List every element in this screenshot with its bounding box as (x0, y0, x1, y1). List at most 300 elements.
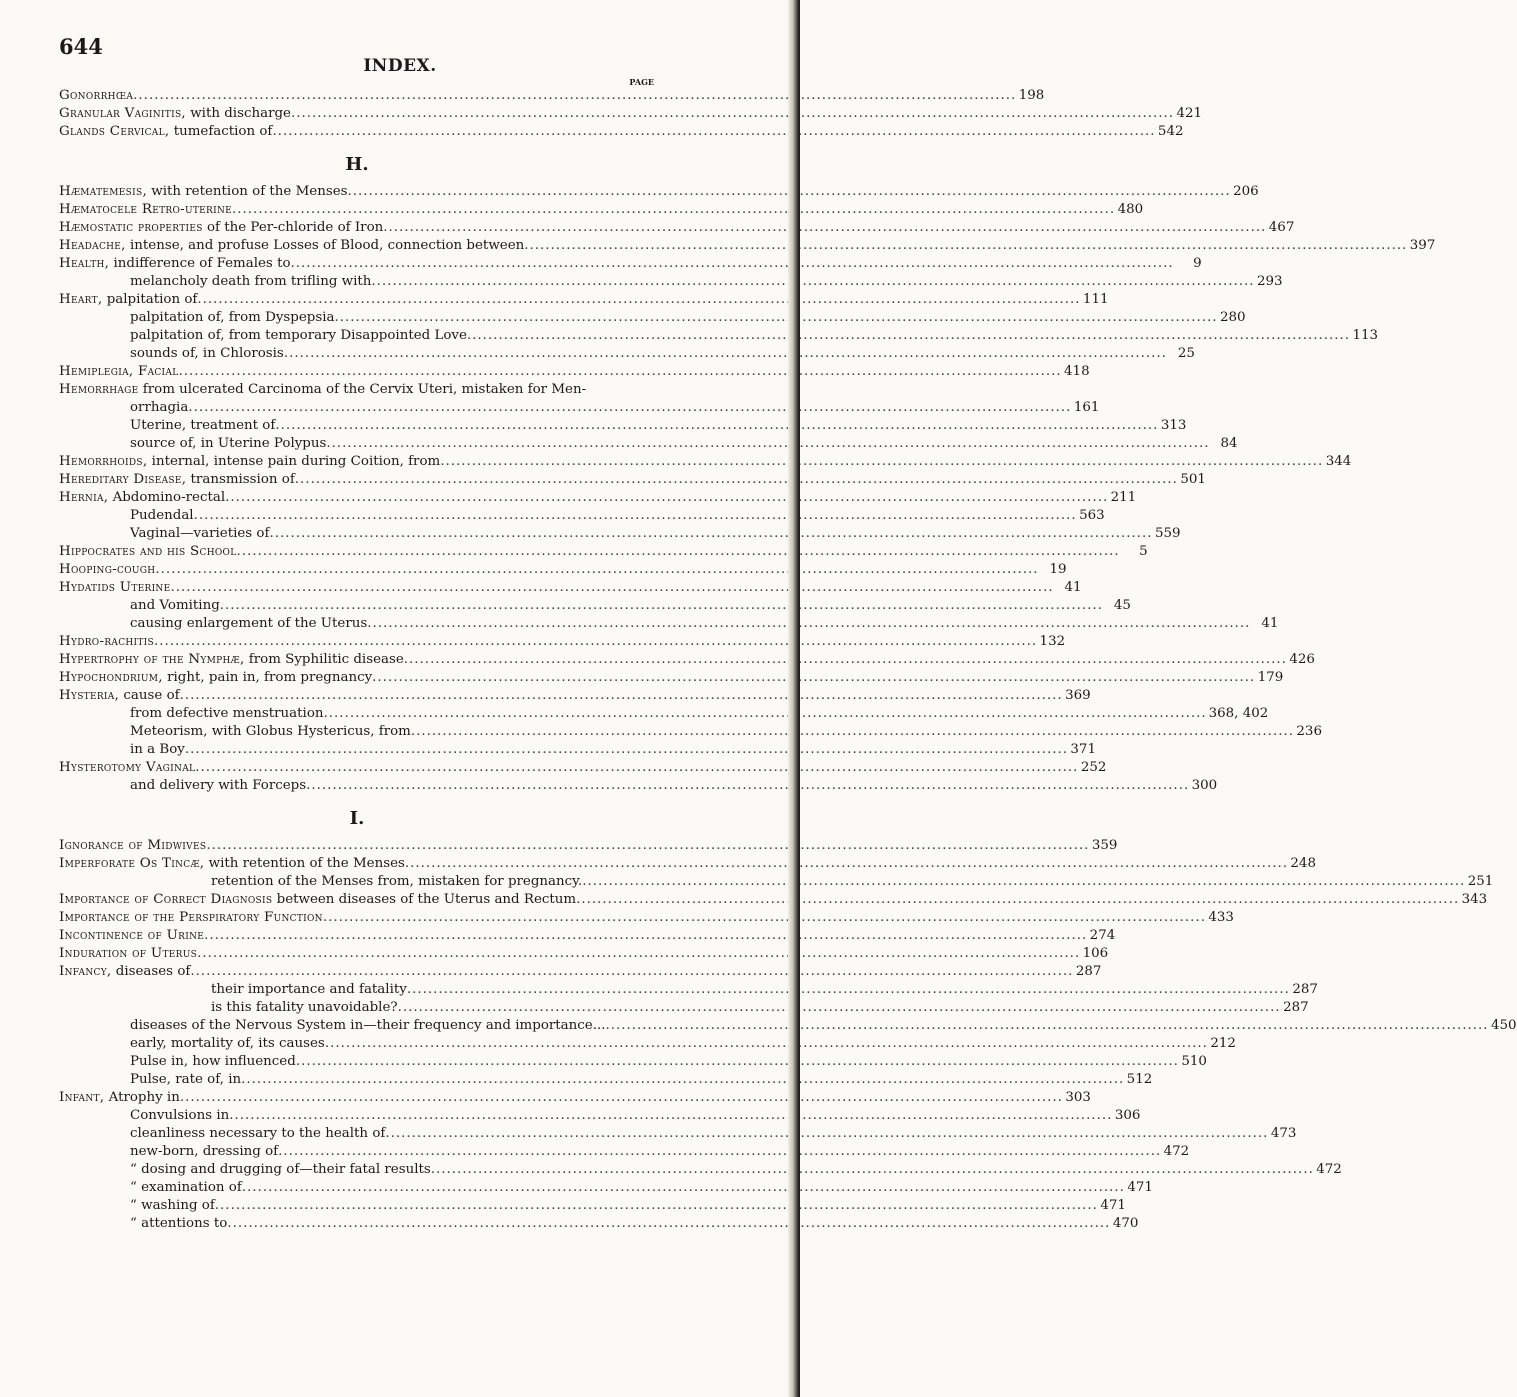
dot-leader (323, 909, 1206, 927)
entry-text (130, 1161, 431, 1179)
dot-leader (180, 1089, 1063, 1107)
page-ref: 41 (1064, 580, 1082, 595)
dot-leader (467, 327, 1350, 345)
section-letter: H. (345, 154, 369, 175)
entry-description: palpitation of (102, 292, 198, 307)
dot-leader (372, 669, 1255, 687)
index-entry (59, 1179, 1153, 1197)
entry-description: with discharge (185, 106, 291, 121)
entry-text (59, 891, 576, 909)
entry-text (130, 741, 185, 759)
dot-leader (576, 891, 1459, 909)
dot-leader (324, 705, 1207, 723)
dot-leader (325, 1035, 1208, 1053)
entry-description: Vaginal—varieties of (130, 526, 270, 541)
dot-leader (296, 1053, 1179, 1071)
index-entry (59, 1035, 1236, 1053)
entry-text (59, 927, 204, 945)
section-letter: I. (349, 808, 365, 829)
page-ref: 418 (1064, 364, 1090, 379)
dot-leader (524, 237, 1407, 255)
page-ref: 397 (1409, 238, 1436, 253)
index-entry (59, 579, 1082, 597)
dot-leader (225, 489, 1108, 507)
index-entry (59, 741, 1096, 759)
page-ref: 287 (1075, 964, 1102, 979)
page-ref: 25 (1177, 346, 1195, 361)
page-ref: 473 (1270, 1126, 1297, 1141)
entry-description: Pudendal (130, 508, 194, 523)
entry-text (59, 183, 348, 201)
entry-text (59, 561, 155, 579)
book-edge (788, 0, 800, 1397)
entry-text (130, 615, 367, 633)
page-ref: 179 (1257, 670, 1284, 685)
index-entry (59, 777, 1218, 795)
index-entry (59, 435, 1238, 453)
page-ref: 470 (1112, 1216, 1139, 1231)
entry-heading: Hysterotomy Vaginal (59, 760, 196, 775)
dot-leader (398, 999, 1281, 1017)
entry-description: “ examination of (130, 1180, 242, 1195)
page-ref: 371 (1070, 742, 1096, 757)
entry-text (130, 1143, 278, 1161)
page-ref: 472 (1316, 1162, 1342, 1177)
entry-heading: Heart, (59, 292, 103, 307)
entry-heading: Incontinence of Urine (59, 928, 205, 943)
page-ref: 84 (1220, 436, 1238, 451)
page-ref: 132 (1039, 634, 1066, 649)
dot-leader (371, 273, 1254, 291)
entry-text (130, 1017, 605, 1035)
entry-description: diseases of the Nervous System in—their frequency and importance... (130, 1018, 606, 1033)
entry-heading: Hemorrhage (59, 382, 139, 397)
entry-description: source of, in Uterine Polypus (130, 436, 327, 451)
entry-description: indifference of Females to (109, 256, 291, 271)
entry-text (59, 651, 404, 669)
entry-text (59, 855, 405, 873)
page-ref: 344 (1325, 454, 1352, 469)
entry-text (130, 309, 334, 327)
entry-description: Pulse, rate of, in (130, 1072, 242, 1087)
page-ref: 106 (1082, 946, 1109, 961)
page-ref: 421 (1176, 106, 1203, 121)
entry-heading: Granular Vaginitis, (59, 106, 186, 121)
entry-heading: Glands Cervical, (59, 124, 170, 139)
index-entry (59, 963, 1102, 981)
dot-leader (197, 945, 1080, 963)
entry-description: early, mortality of, its causes (130, 1036, 325, 1051)
dot-leader (405, 855, 1288, 873)
index-entry (59, 381, 655, 399)
page-ref: 300 (1191, 778, 1218, 793)
index-entry (59, 183, 1259, 201)
entry-description: sounds of, in Chlorosis (130, 346, 284, 361)
index-column (59, 77, 1517, 1233)
dot-leader (295, 471, 1178, 489)
index-entry (59, 123, 1184, 141)
entry-description: from ulcerated Carcinoma of the Cervix Uteri, mistaken for Men- (138, 382, 587, 397)
entry-description: causing enlargement of the Uterus (130, 616, 368, 631)
index-entry (59, 309, 1246, 327)
page-ref: 471 (1127, 1180, 1153, 1195)
dot-leader (197, 291, 1080, 309)
entry-description: from Syphilitic disease (244, 652, 404, 667)
page-ref: 161 (1073, 400, 1100, 415)
page-number: 644 (59, 34, 103, 59)
entry-heading: Health, (59, 256, 110, 271)
dot-leader (326, 435, 1209, 453)
entry-description: Pulse in, how influenced (130, 1054, 296, 1069)
index-entry (59, 855, 1316, 873)
dot-leader (188, 399, 1071, 417)
dot-leader (278, 1143, 1161, 1161)
dot-leader (206, 837, 1089, 855)
entry-text (211, 999, 398, 1017)
entry-text (130, 345, 284, 363)
entry-heading: Hysteria, (59, 688, 120, 703)
entry-text (59, 837, 206, 855)
entry-text (130, 1215, 227, 1233)
dot-leader (385, 1125, 1268, 1143)
index-entry (59, 561, 1067, 579)
entry-description: with retention of the Menses (147, 184, 348, 199)
entry-text (59, 489, 225, 507)
index-entry (59, 1071, 1153, 1089)
entry-description: with retention of the Menses (204, 856, 405, 871)
entry-text (59, 669, 372, 687)
entry-text (59, 381, 586, 399)
dot-leader (440, 453, 1323, 471)
entry-heading: Hooping-cough (59, 562, 156, 577)
dot-leader (431, 1161, 1314, 1179)
dot-leader (155, 561, 1038, 579)
index-entry (59, 981, 1318, 999)
index-entry (59, 945, 1109, 963)
index-entry (59, 399, 1100, 417)
entry-description: between diseases of the Uterus and Rectum (272, 892, 577, 907)
index-entry (59, 1215, 1139, 1233)
entry-text (59, 363, 179, 381)
entry-heading: Importance of Correct Diagnosis (59, 892, 273, 907)
entry-heading: Ignorance of Midwives (59, 838, 207, 853)
entry-heading: Hypertrophy of the Nymphæ, (59, 652, 245, 667)
entry-description: “ washing of (130, 1198, 215, 1213)
dot-leader (185, 741, 1068, 759)
dot-leader (291, 255, 1174, 273)
entry-text (59, 219, 383, 237)
page-ref: 501 (1180, 472, 1206, 487)
dot-leader (204, 927, 1087, 945)
entry-description: transmission of (186, 472, 295, 487)
entry-text (130, 1053, 296, 1071)
index-entry (59, 927, 1116, 945)
index-entry (59, 1143, 1190, 1161)
page-ref: 287 (1292, 982, 1318, 997)
dot-leader (133, 87, 1016, 105)
entry-description: tumefaction of (169, 124, 273, 139)
page-ref: 369 (1065, 688, 1091, 703)
page-column-header: PAGE (629, 77, 654, 87)
entry-description: “ attentions to (130, 1216, 228, 1231)
entry-text (130, 435, 326, 453)
entry-description: orrhagia (130, 400, 189, 415)
dot-leader (232, 201, 1115, 219)
index-entry (59, 1197, 1126, 1215)
entry-text (130, 1179, 242, 1197)
entry-heading: Hydatids Uterine (59, 580, 171, 595)
entry-text (211, 981, 407, 999)
dot-leader (272, 123, 1155, 141)
index-entry (59, 1089, 1091, 1107)
index-entry (59, 669, 1284, 687)
page-ref: 111 (1082, 292, 1109, 307)
page-ref: 19 (1049, 562, 1067, 577)
page-ref: 287 (1283, 1000, 1309, 1015)
page-ref: 433 (1208, 910, 1234, 925)
dot-leader (582, 873, 1465, 891)
entry-description: is this fatality unavoidable? (211, 1000, 398, 1015)
page-ref: 512 (1126, 1072, 1153, 1087)
entry-description: in a Boy (130, 742, 185, 757)
entry-heading: Hæmatemesis, (59, 184, 148, 199)
entry-heading: Infancy, (59, 964, 112, 979)
index-entry (59, 201, 1144, 219)
entry-text (130, 705, 324, 723)
page-ref: 559 (1154, 526, 1181, 541)
entry-heading: Hemiplegia, Facial (59, 364, 179, 379)
entry-text (59, 633, 154, 651)
entry-text (59, 123, 272, 141)
page-ref: 274 (1089, 928, 1116, 943)
page-ref: 9 (1193, 256, 1202, 271)
entry-description: of the Per-chloride of Iron (202, 220, 384, 235)
entry-description: Abdomino-rectal (108, 490, 226, 505)
entry-text (59, 909, 323, 927)
entry-description: their importance and fatality (211, 982, 407, 997)
entry-text (59, 87, 133, 105)
entry-description: and delivery with Forceps (130, 778, 307, 793)
index-entry (59, 87, 1045, 105)
entry-text (59, 255, 291, 273)
entry-heading: Hippocrates and his School (59, 544, 237, 559)
entry-heading: Hypochondrium, (59, 670, 163, 685)
page-ref: 206 (1233, 184, 1259, 199)
index-entry (59, 873, 1494, 891)
page-ref: 563 (1079, 508, 1105, 523)
index-entry (59, 759, 1107, 777)
entry-text (130, 273, 371, 291)
dot-leader (269, 525, 1152, 543)
page-ref: 542 (1157, 124, 1184, 139)
entry-text (130, 1125, 385, 1143)
entry-heading: Headache, (59, 238, 126, 253)
entry-text (130, 1107, 229, 1125)
entry-text (130, 525, 269, 543)
dot-leader (334, 309, 1217, 327)
page-ref: 471 (1100, 1198, 1126, 1213)
entry-description: palpitation of, from temporary Disappointed Love (130, 328, 467, 343)
page-ref: 343 (1461, 892, 1488, 907)
entry-text (59, 453, 440, 471)
dot-leader (605, 1017, 1488, 1035)
dot-leader (383, 219, 1266, 237)
entry-heading: Hereditary Disease, (59, 472, 187, 487)
page-ref: 368, 402 (1208, 706, 1269, 721)
dot-leader (154, 633, 1037, 651)
entry-description: and Vomiting (130, 598, 220, 613)
entry-text (130, 1197, 215, 1215)
index-entry (59, 597, 1131, 615)
entry-description: diseases of (111, 964, 191, 979)
entry-heading: Hæmostatic properties (59, 220, 203, 235)
page-ref: 359 (1091, 838, 1118, 853)
index-entry (59, 1107, 1141, 1125)
index-entry (59, 105, 1203, 123)
index-entry (59, 1053, 1207, 1071)
entry-description: “ dosing and drugging of—their fatal results (130, 1162, 431, 1177)
entry-text (59, 471, 295, 489)
page-ref: 251 (1467, 874, 1494, 889)
dot-leader (411, 723, 1294, 741)
entry-heading: Hæmatocele Retro-uterine (59, 202, 233, 217)
index-entry (59, 453, 1352, 471)
index-entry (59, 327, 1378, 345)
entry-heading: Infant, (59, 1090, 105, 1105)
entry-text (130, 597, 220, 615)
dot-leader (227, 1215, 1110, 1233)
index-entry (59, 1161, 1342, 1179)
entry-description: Meteorism, with Globus Hystericus, from (130, 724, 411, 739)
page-ref: 252 (1080, 760, 1107, 775)
entry-text (59, 105, 291, 123)
entry-description: internal, intense pain during Coition, from (147, 454, 441, 469)
page-ref: 313 (1160, 418, 1187, 433)
index-entry (59, 651, 1315, 669)
dot-leader (275, 417, 1158, 435)
page-ref: 510 (1181, 1054, 1207, 1069)
entry-text (59, 291, 197, 309)
entry-text (59, 759, 195, 777)
entry-description: Atrophy in (104, 1090, 180, 1105)
index-entry (59, 999, 1309, 1017)
index-entry (59, 273, 1283, 291)
index-entry (59, 345, 1195, 363)
index-entry (59, 891, 1488, 909)
entry-description: right, pain in, from pregnancy (162, 670, 373, 685)
index-entry (59, 543, 1148, 561)
index-entry (59, 507, 1105, 525)
index-entry (59, 291, 1109, 309)
entry-description: cleanliness necessary to the health of (130, 1126, 386, 1141)
entry-text (211, 873, 582, 891)
page-ref: 113 (1352, 328, 1378, 343)
dot-leader (284, 345, 1167, 363)
entry-text (130, 327, 467, 345)
page-ref: 5 (1139, 544, 1148, 559)
index-entry (59, 723, 1322, 741)
page-ref: 211 (1110, 490, 1137, 505)
dot-leader (194, 507, 1077, 525)
entry-text (130, 507, 194, 525)
entry-heading: Induration of Uterus (59, 946, 198, 961)
dot-leader (195, 759, 1078, 777)
index-entry (59, 633, 1066, 651)
index-entry (59, 687, 1091, 705)
page-ref: 248 (1290, 856, 1316, 871)
entry-description: Uterine, treatment of (130, 418, 276, 433)
index-entry (59, 705, 1269, 723)
page-ref: 293 (1256, 274, 1283, 289)
entry-text (130, 399, 188, 417)
dot-leader (367, 615, 1250, 633)
dot-leader (180, 687, 1063, 705)
page-ref: 280 (1220, 310, 1246, 325)
page-ref: 236 (1296, 724, 1322, 739)
dot-leader (220, 597, 1103, 615)
entry-text (59, 687, 180, 705)
page-ref: 450 (1491, 1018, 1517, 1033)
dot-leader (215, 1197, 1098, 1215)
index-entry (59, 237, 1436, 255)
dot-leader (242, 1179, 1125, 1197)
page-ref: 212 (1210, 1036, 1236, 1051)
dot-leader (241, 1071, 1124, 1089)
index-entry (59, 363, 1090, 381)
dot-leader (291, 105, 1174, 123)
index-entry (59, 471, 1206, 489)
dot-leader (407, 981, 1290, 999)
entry-text (59, 579, 170, 597)
entry-heading: Imperforate Os Tincæ, (59, 856, 205, 871)
index-entry (59, 489, 1137, 507)
index-entry (59, 1017, 1517, 1035)
entry-text (59, 543, 237, 561)
dot-leader (170, 579, 1053, 597)
index-entry (59, 525, 1181, 543)
index-entry (59, 615, 1279, 633)
entry-heading: Hernia, (59, 490, 109, 505)
entry-heading: Gonorrhœa (59, 88, 134, 103)
entry-text (130, 417, 275, 435)
entry-text (130, 723, 411, 741)
dot-leader (306, 777, 1189, 795)
entry-description: cause of (119, 688, 180, 703)
entry-text (130, 777, 306, 795)
index-entry (59, 909, 1234, 927)
page-ref: 467 (1268, 220, 1295, 235)
index-entry (59, 219, 1295, 237)
dot-leader (237, 543, 1120, 561)
page-ref: 426 (1289, 652, 1315, 667)
entry-description: from defective menstruation (130, 706, 324, 721)
index-entry (59, 417, 1187, 435)
entry-text (59, 237, 524, 255)
entry-heading: Hydro-rachitis (59, 634, 155, 649)
entry-text (59, 945, 197, 963)
entry-description: melancholy death from trifling with (130, 274, 372, 289)
page-ref: 198 (1018, 88, 1045, 103)
page-ref: 306 (1114, 1108, 1141, 1123)
entry-description: new-born, dressing of (130, 1144, 279, 1159)
page-ref: 480 (1117, 202, 1144, 217)
entry-description: intense, and profuse Losses of Blood, connection between (125, 238, 525, 253)
entry-description: Convulsions in (130, 1108, 230, 1123)
entry-text (130, 1035, 325, 1053)
running-head: INDEX. (363, 56, 437, 76)
entry-text (130, 1071, 241, 1089)
page-ref: 41 (1261, 616, 1279, 631)
